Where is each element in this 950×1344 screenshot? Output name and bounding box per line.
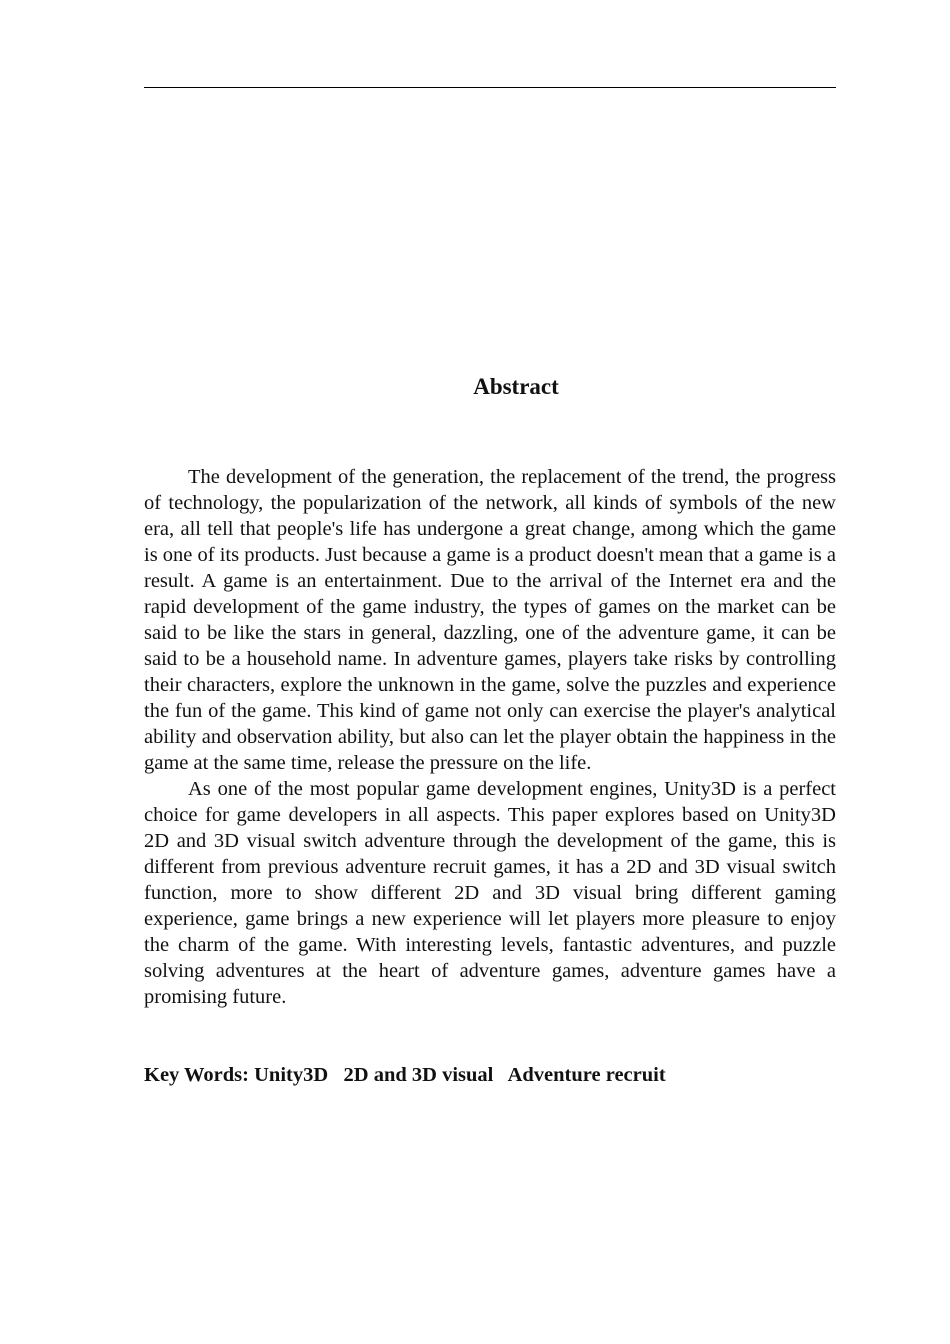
keywords-line [144, 1062, 836, 1088]
abstract-title: Abstract [473, 374, 559, 399]
abstract-paragraph-1: The development of the generation, the replacement of the trend, the progress of technology, the popularization of the network, all kinds of symbols of the new era, all tell that people's life has undergone a great change, among which the game is one of its products. Just because a game is a product doesn't mean that a game is a result. A game is an entertainment. Due to the arrival of the Internet era and the rapid development of the game industry, the types of games on the market can be said to be like the stars in general, dazzling, one of the adventure game, it can be said to be a household name. In adventure games, players take risks by controlling their characters, explore the unknown in the game, solve the puzzles and experience the fun of the game. This kind of game not only can exercise the player's analytical ability and observation ability, but also can let the player obtain the happiness in the game at the same time, release the pressure on the life. [144, 466, 836, 774]
abstract-paragraph-2: As one of the most popular game development engines, Unity3D is a perfect choice for game developers in all aspects. This paper explores based on Unity3D 2D and 3D visual switch adventure through the development of the game, this is different from previous adventure recruit games, it has a 2D and 3D visual switch function, more to show different 2D and 3D visual bring different gaming experience, game brings a new experience will let players more pleasure to enjoy the charm of the game. With interesting levels, fantastic adventures, and puzzle solving adventures at the heart of adventure games, adventure games have a promising future. [144, 778, 836, 1008]
keyword-1: Unity3D [254, 1064, 329, 1086]
keywords-label: Key Words: [144, 1064, 249, 1086]
keyword-3: Adventure recruit [507, 1064, 666, 1086]
keyword-2: 2D and 3D visual [343, 1064, 494, 1086]
abstract-body [144, 464, 836, 1010]
header-rule [144, 87, 836, 88]
